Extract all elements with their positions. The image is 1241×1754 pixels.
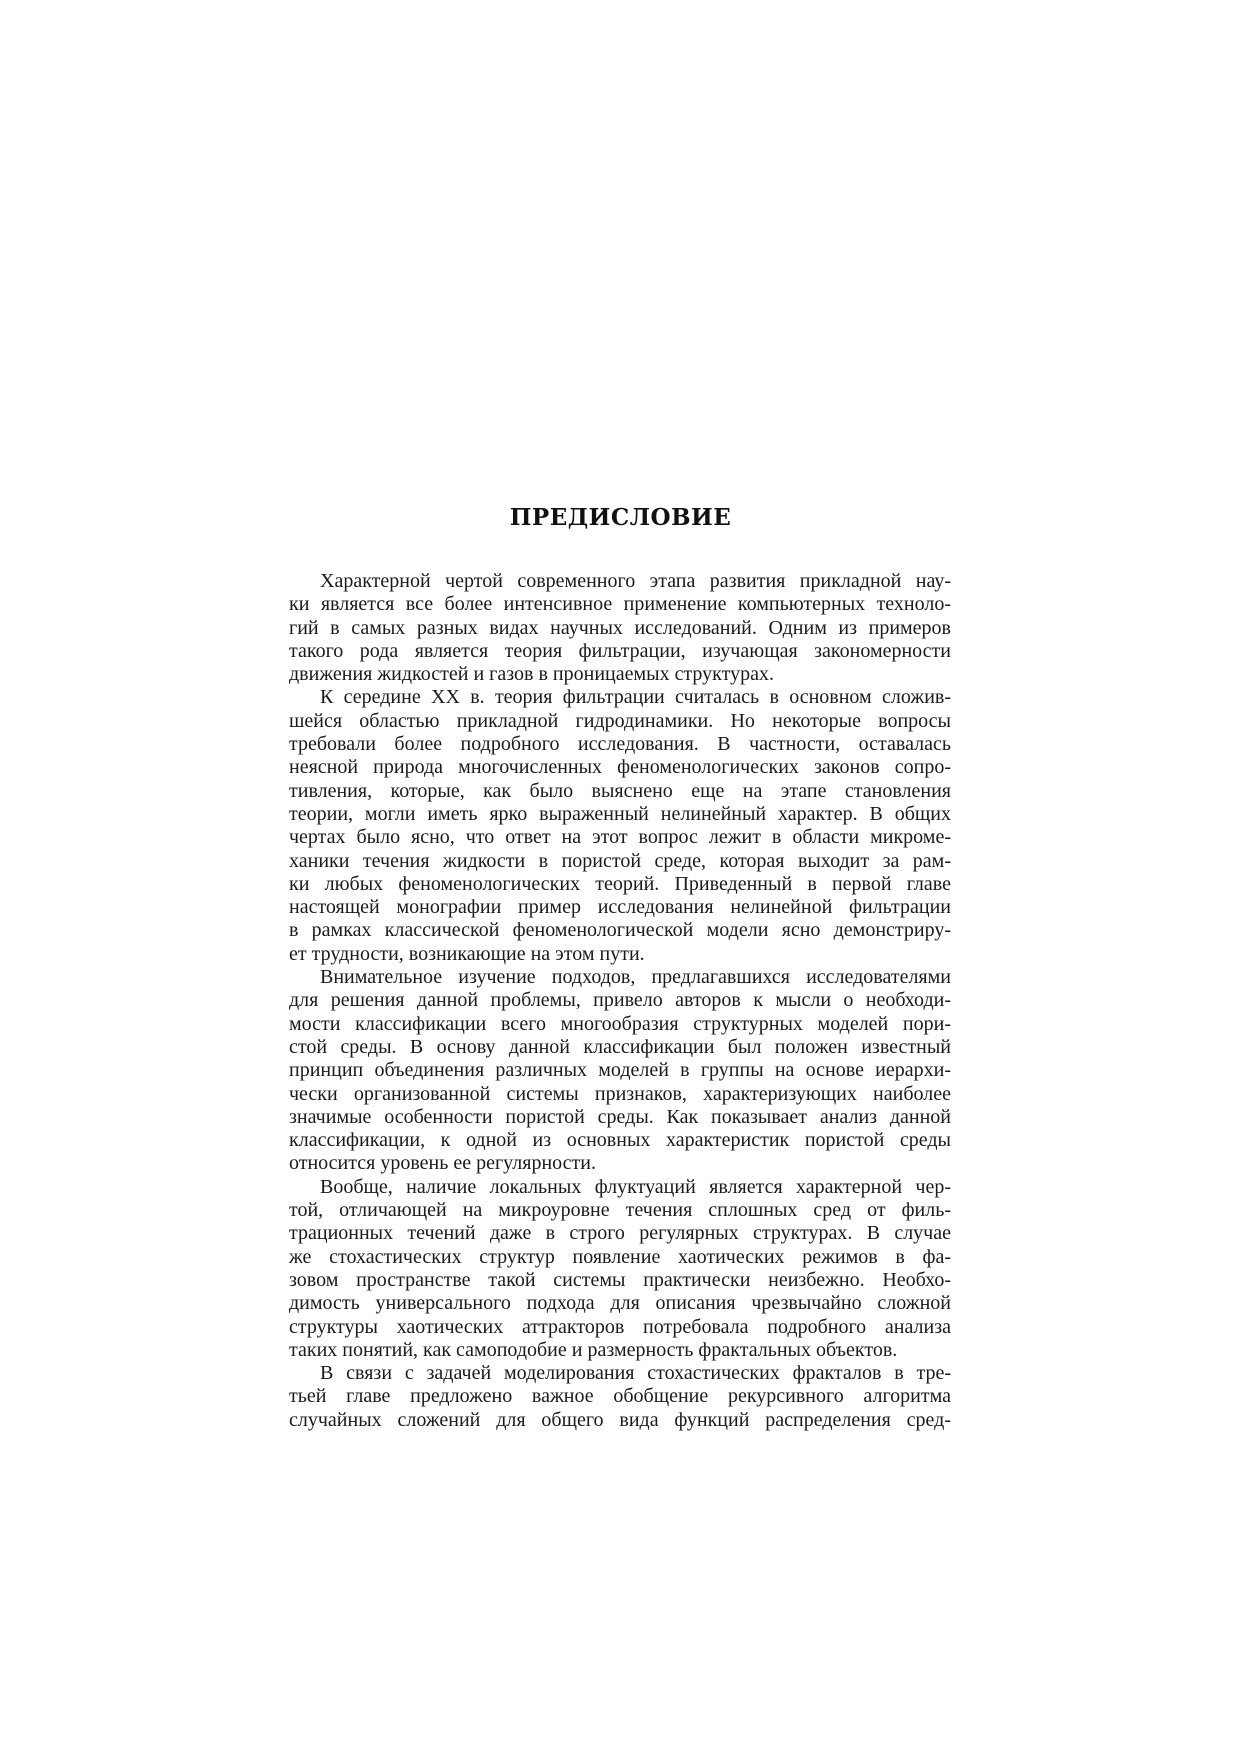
text-line: зовом пространстве такой системы практически неизбежно. Необхо- — [289, 1268, 951, 1291]
paragraph — [289, 1362, 951, 1432]
text-line: стой среды. В основу данной классификации был положен известный — [289, 1035, 951, 1058]
text-line: трационных течений даже в строго регулярных структурах. В случае — [289, 1222, 951, 1245]
text-line: ханики течения жидкости в пористой среде, которая выходит за рам- — [289, 849, 951, 872]
text-line: чески организованной системы признаков, характеризующих наиболее — [289, 1082, 951, 1105]
text-line: шейся областью прикладной гидродинамики. Но некоторые вопросы — [289, 709, 951, 732]
text-line: тивления, которые, как было выяснено еще на этапе становления — [289, 779, 951, 802]
text-line: Характерной чертой современного этапа развития прикладной нау- — [320, 570, 951, 592]
text-line: такого рода является теория фильтрации, изучающая закономерности — [289, 639, 951, 662]
text-line: теории, могли иметь ярко выраженный нелинейный характер. В общих — [289, 802, 951, 825]
text-line: в рамках классической феноменологической модели ясно демонстриру- — [289, 919, 951, 942]
text-line: К середине XX в. теория фильтрации считалась в основном сложив- — [320, 686, 951, 709]
text-line: принцип объединения различных моделей в группы на основе иерархи- — [289, 1059, 951, 1082]
paragraph — [289, 1176, 951, 1362]
page-heading: ПРЕДИСЛОВИЕ — [509, 504, 732, 531]
text-line: случайных сложений для общего вида функций распределения сред- — [289, 1408, 951, 1431]
text-line: же стохастических структур появление хаотических режимов в фа- — [289, 1245, 951, 1268]
text-line: ет трудности, возникающие на этом пути. — [289, 942, 645, 965]
text-line: структуры хаотических аттракторов потребовала подробного анализа — [289, 1315, 951, 1338]
text-line: относится уровень ее регулярности. — [289, 1152, 597, 1175]
text-line: мости классификации всего многообразия структурных моделей пори- — [289, 1012, 951, 1035]
text-line: настоящей монографии пример исследования нелинейной фильтрации — [289, 896, 951, 919]
text-line: В связи с задачей моделирования стохастических фракталов в тре- — [320, 1362, 951, 1385]
text-line: той, отличающей на микроуровне течения сплошных сред от филь- — [289, 1199, 951, 1222]
paragraph — [289, 966, 951, 1176]
text-line: ки является все более интенсивное применение компьютерных техноло- — [289, 593, 951, 616]
text-line: тьей главе предложено важное обобщение рекурсивного алгоритма — [289, 1385, 951, 1408]
text-line: Внимательное изучение подходов, предлагавшихся исследователями — [320, 966, 951, 989]
text-line: требовали более подробного исследования. В частности, оставалась — [289, 733, 951, 756]
text-line: неясной природа многочисленных феноменологических законов сопро- — [289, 756, 951, 779]
text-line: таких понятий, как самоподобие и размерность фрактальных объектов. — [289, 1338, 898, 1361]
text-line: гий в самых разных видах научных исследований. Одним из примеров — [289, 616, 951, 639]
paragraph — [289, 686, 951, 966]
text-line: димость универсального подхода для описания чрезвычайно сложной — [289, 1292, 951, 1315]
paragraph — [289, 570, 951, 686]
text-line: значимые особенности пористой среды. Как показывает анализ данной — [289, 1105, 951, 1128]
body-text — [289, 570, 951, 1432]
text-line: движения жидкостей и газов в проницаемых структурах. — [289, 663, 774, 686]
text-line: классификации, к одной из основных характеристик пористой среды — [289, 1129, 951, 1152]
text-line: ки любых феноменологических теорий. Приведенный в первой главе — [289, 872, 951, 895]
text-line: для решения данной проблемы, привело авторов к мысли о необходи- — [289, 989, 951, 1012]
text-line: чертах было ясно, что ответ на этот вопрос лежит в области микроме- — [289, 826, 951, 849]
text-line: Вообще, наличие локальных флуктуаций является характерной чер- — [320, 1175, 951, 1198]
